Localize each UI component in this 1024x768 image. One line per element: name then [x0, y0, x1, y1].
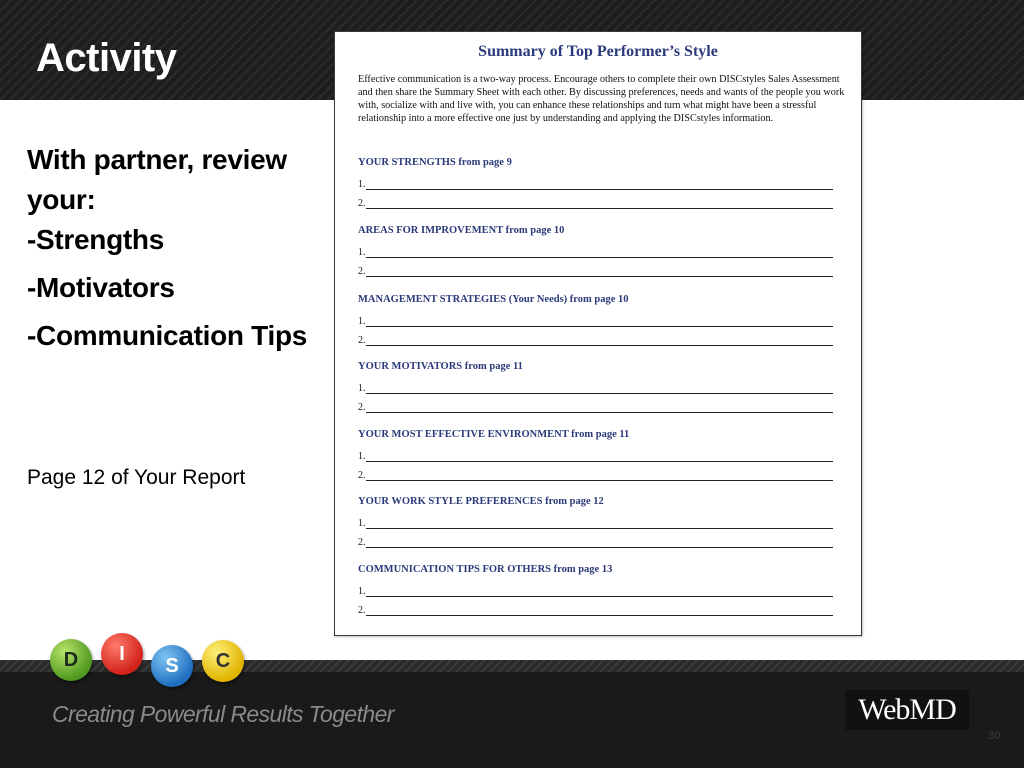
answer-line-2: 2.	[358, 463, 833, 482]
answer-line-2: 2.	[358, 191, 833, 210]
answer-line-1: 1.	[358, 444, 833, 463]
slide-number: 30	[988, 730, 1001, 742]
answer-line-2: 2.	[358, 328, 833, 347]
answer-line-2: 2.	[358, 395, 833, 414]
answer-line-2: 2.	[358, 530, 833, 549]
footer-tagline: Creating Powerful Results Together	[52, 701, 394, 727]
disc-c-logo-icon: C	[202, 640, 244, 682]
slide-title: Activity	[36, 36, 177, 80]
page-reference: Page 12 of Your Report	[27, 466, 246, 489]
answer-line-1: 1.	[358, 309, 833, 328]
worksheet-section-communication-tips	[358, 563, 833, 617]
disc-s-logo-icon: S	[151, 645, 193, 687]
answer-line-1: 1.	[358, 172, 833, 191]
section-heading: MANAGEMENT STRATEGIES (Your Needs) from page 10	[358, 294, 629, 305]
section-heading: AREAS FOR IMPROVEMENT from page 10	[358, 225, 565, 236]
worksheet-intro: Effective communication is a two-way process. Encourage others to complete their own DISCstyles Sales Assessment and then share the Summary Sheet with each other. By discussing preferences, needs and wants of the people you work with, socialize with and live with, you can enhance these relationships and turn what might have been a stressful relationship into a more effective one just by understanding and applying the DISCstyles information.	[358, 74, 845, 124]
section-heading: COMMUNICATION TIPS FOR OTHERS from page 13	[358, 564, 613, 575]
instruction-list	[27, 140, 317, 364]
webmd-logo: WebMD	[845, 690, 969, 730]
worksheet-section-strengths	[358, 156, 833, 210]
instruction-item-motivators: -Motivators	[27, 272, 175, 303]
answer-line-1: 1.	[358, 511, 833, 530]
summary-worksheet	[334, 31, 862, 636]
instruction-item-strengths: -Strengths	[27, 224, 165, 255]
instruction-item-communication-tips: -Communication Tips	[27, 320, 308, 351]
worksheet-section-management	[358, 293, 833, 347]
worksheet-section-improvement	[358, 224, 833, 278]
instruction-intro: With partner, review your:	[27, 144, 287, 215]
answer-line-1: 1.	[358, 376, 833, 395]
section-heading: YOUR STRENGTHS from page 9	[358, 157, 512, 168]
section-heading: YOUR MOST EFFECTIVE ENVIRONMENT from page 11	[358, 429, 630, 440]
worksheet-title: Summary of Top Performer’s Style	[478, 43, 718, 60]
disc-i-logo-icon: I	[101, 633, 143, 675]
worksheet-section-environment	[358, 428, 833, 482]
answer-line-2: 2.	[358, 598, 833, 617]
disc-d-logo-icon: D	[50, 639, 92, 681]
worksheet-section-motivators	[358, 360, 833, 414]
answer-line-1: 1.	[358, 240, 833, 259]
section-heading: YOUR MOTIVATORS from page 11	[358, 361, 523, 372]
answer-line-1: 1.	[358, 579, 833, 598]
section-heading: YOUR WORK STYLE PREFERENCES from page 12	[358, 496, 604, 507]
answer-line-2: 2.	[358, 259, 833, 278]
worksheet-section-work-style	[358, 495, 833, 549]
